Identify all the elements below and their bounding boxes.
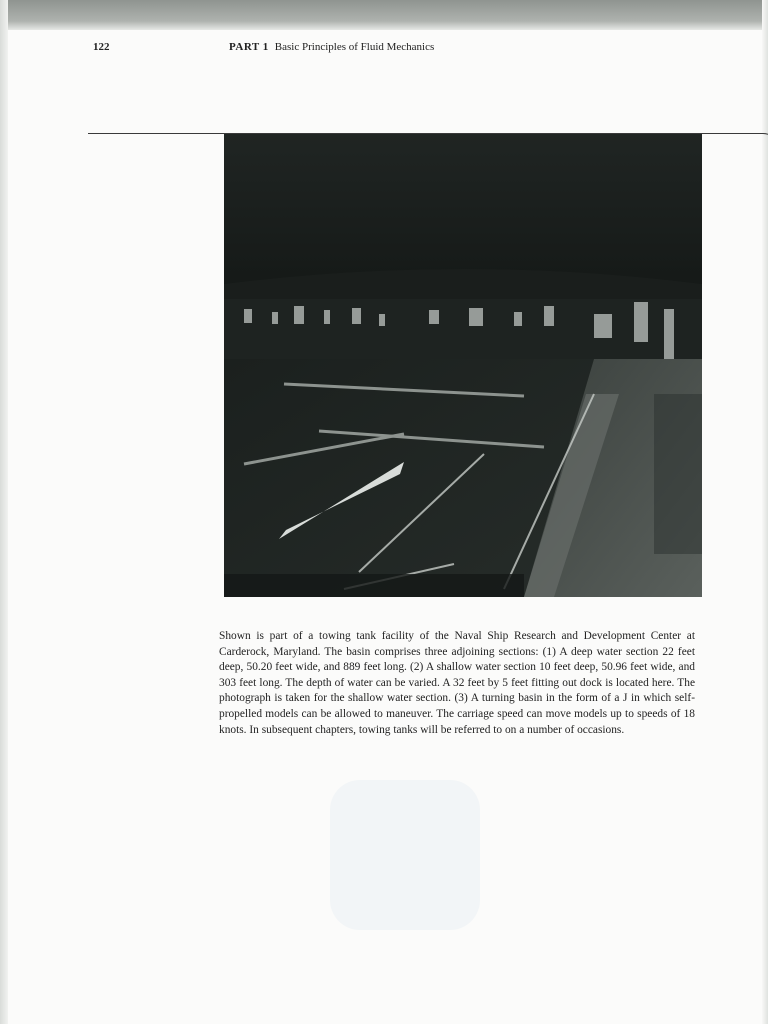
running-head bbox=[229, 41, 434, 53]
scan-top-shadow bbox=[0, 0, 768, 30]
page-number: 122 bbox=[93, 41, 110, 53]
part-title: Basic Principles of Fluid Mechanics bbox=[274, 41, 435, 53]
header-rule-curl bbox=[740, 133, 768, 154]
right-wall bbox=[654, 394, 702, 554]
part-label: PART 1 bbox=[229, 41, 269, 53]
towing-tank-photo bbox=[224, 134, 702, 597]
figure-caption: Shown is part of a towing tank facility of the Naval Ship Research and Development Center at Carderock, Maryland. The basin comprises three adjoining sections: (1) A deep water section 22 feet deep, 50.20 feet wide, and 889 feet long. (2) A shallow water section 10 feet deep, 50.96 feet wide, and 303 feet long. The depth of water can be varied. A 32 feet by 5 feet fitting out dock is located here. The photograph is taken for the shallow water section. (3) A turning basin in the form of a J in which self-propelled models can be allowed to maneuver. The carriage speed can move models up to speeds of 18 knots. In subsequent chapters, towing tanks will be referred to on a number of occasions. bbox=[219, 630, 695, 736]
towing-tank-illustration bbox=[224, 134, 702, 597]
scan-left-edge bbox=[0, 0, 8, 1024]
foreground-shadow bbox=[224, 574, 524, 597]
bleed-through-shadow bbox=[330, 780, 480, 930]
